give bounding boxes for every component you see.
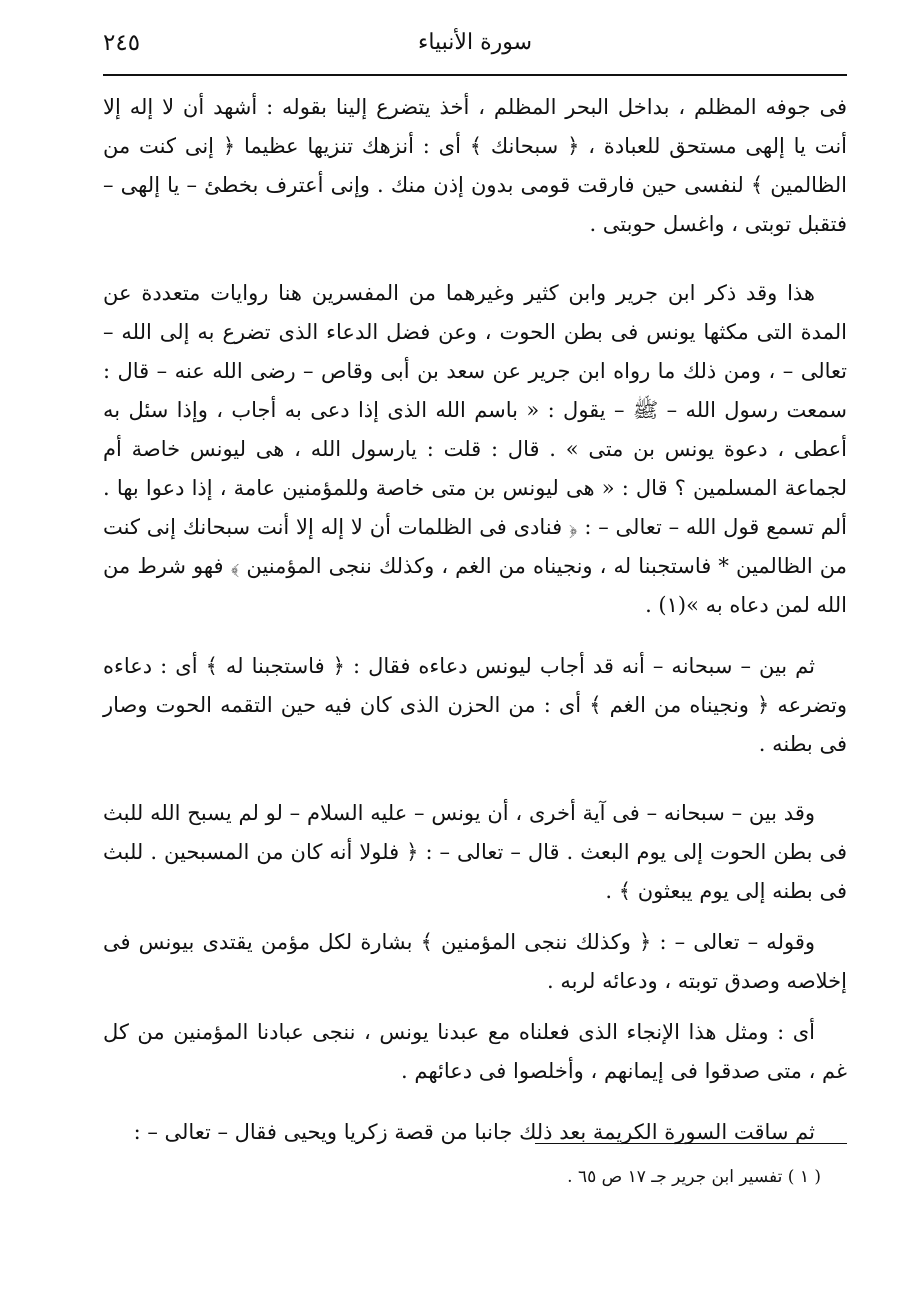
paragraph-6: أى : ومثل هذا الإنجاء الذى فعلناه مع عبدنا يونس ، ننجى عبادنا المؤمنين من كل غم ، متى صدقوا فى إيمانهم ، وأخلصوا فى دعائهم . bbox=[103, 1020, 847, 1083]
paragraph-7: ثم ساقت السورة الكريمة بعد ذلك جانبا من قصة زكريا ويحيى فقال – تعالى – : bbox=[133, 1120, 815, 1144]
header-rule bbox=[103, 74, 847, 76]
paragraph-4: وقد بين – سبحانه – فى آية أخرى ، أن يونس – عليه السلام – لو لم يسبح الله للبث فى بطن الحوت إلى يوم البعث . قال – تعالى – : ﴿ فلولا أنه كان من المسبحين . للبث فى بطنه إلى يوم يبعثون ﴾ . bbox=[103, 801, 847, 903]
footnote: ( ١ ) تفسير ابن جرير جـ ١٧ ص ٦٥ . bbox=[567, 1167, 821, 1187]
paragraph-5: وقوله – تعالى – : ﴿ وكذلك ننجى المؤمنين ﴾ بشارة لكل مؤمن يقتدى بيونس فى إخلاصه وصدق توبته ، ودعائه لربه . bbox=[103, 930, 847, 993]
paragraph-3: ثم بين – سبحانه – أنه قد أجاب ليونس دعاءه فقال : ﴿ فاستجبنا له ﴾ أى : دعاءه وتضرعه ﴿ ونجيناه من الغم ﴾ أى : من الحزن الذى كان فيه حين التقمه الحوت وصار فى بطنه . bbox=[103, 654, 847, 756]
paragraph-1: فى جوفه المظلم ، بداخل البحر المظلم ، أخذ يتضرع إلينا بقوله : أشهد أن لا إله إلا أنت يا إلهى مستحق للعبادة ، ﴿ سبحانك ﴾ أى : أنزهك تنزيها عظيما ﴿ إنى كنت من الظالمين ﴾ لنفسى حين فارقت قومى بدون إذن منك . وإنى أعترف بخطئ – يا إلهى – فتقبل توبتى ، واغسل حوبتى . bbox=[103, 95, 847, 236]
page-header bbox=[103, 30, 847, 66]
body-text bbox=[103, 88, 847, 1152]
running-title: سورة الأنبياء bbox=[417, 30, 533, 55]
page-number: ٢٤٥ bbox=[103, 30, 141, 56]
footnote-rule bbox=[535, 1143, 847, 1144]
paragraph-2: هذا وقد ذكر ابن جرير وابن كثير وغيرهما من المفسرين هنا روايات متعددة عن المدة التى مكثها يونس فى بطن الحوت ، وعن فضل الدعاء الذى تضرع به إلى الله – تعالى – ، ومن ذلك ما رواه ابن جرير عن سعد بن أبى وقاص – رضى الله عنه – قال : سمعت رسول الله – ﷺ – يقول : « باسم الله الذى إذا دعى به أجاب ، وإذا سئل به أعطى ، دعوة يونس بن متى » . قال : قلت : يارسول الله ، هى ليونس خاصة أم لجماعة المسلمين ؟ قال : « هى ليونس بن متى خاصة وللمؤمنين عامة ، إذا دعوا بها . ألم تسمع قول الله – تعالى – : ﴿ فنادى فى الظلمات أن لا إله إلا أنت سبحانك إنى كنت من الظالمين * فاستجبنا له ، ونجيناه من الغم ، وكذلك ننجى المؤمنين ﴾ فهو شرط من الله لمن دعاه به »(١) . bbox=[103, 281, 847, 617]
